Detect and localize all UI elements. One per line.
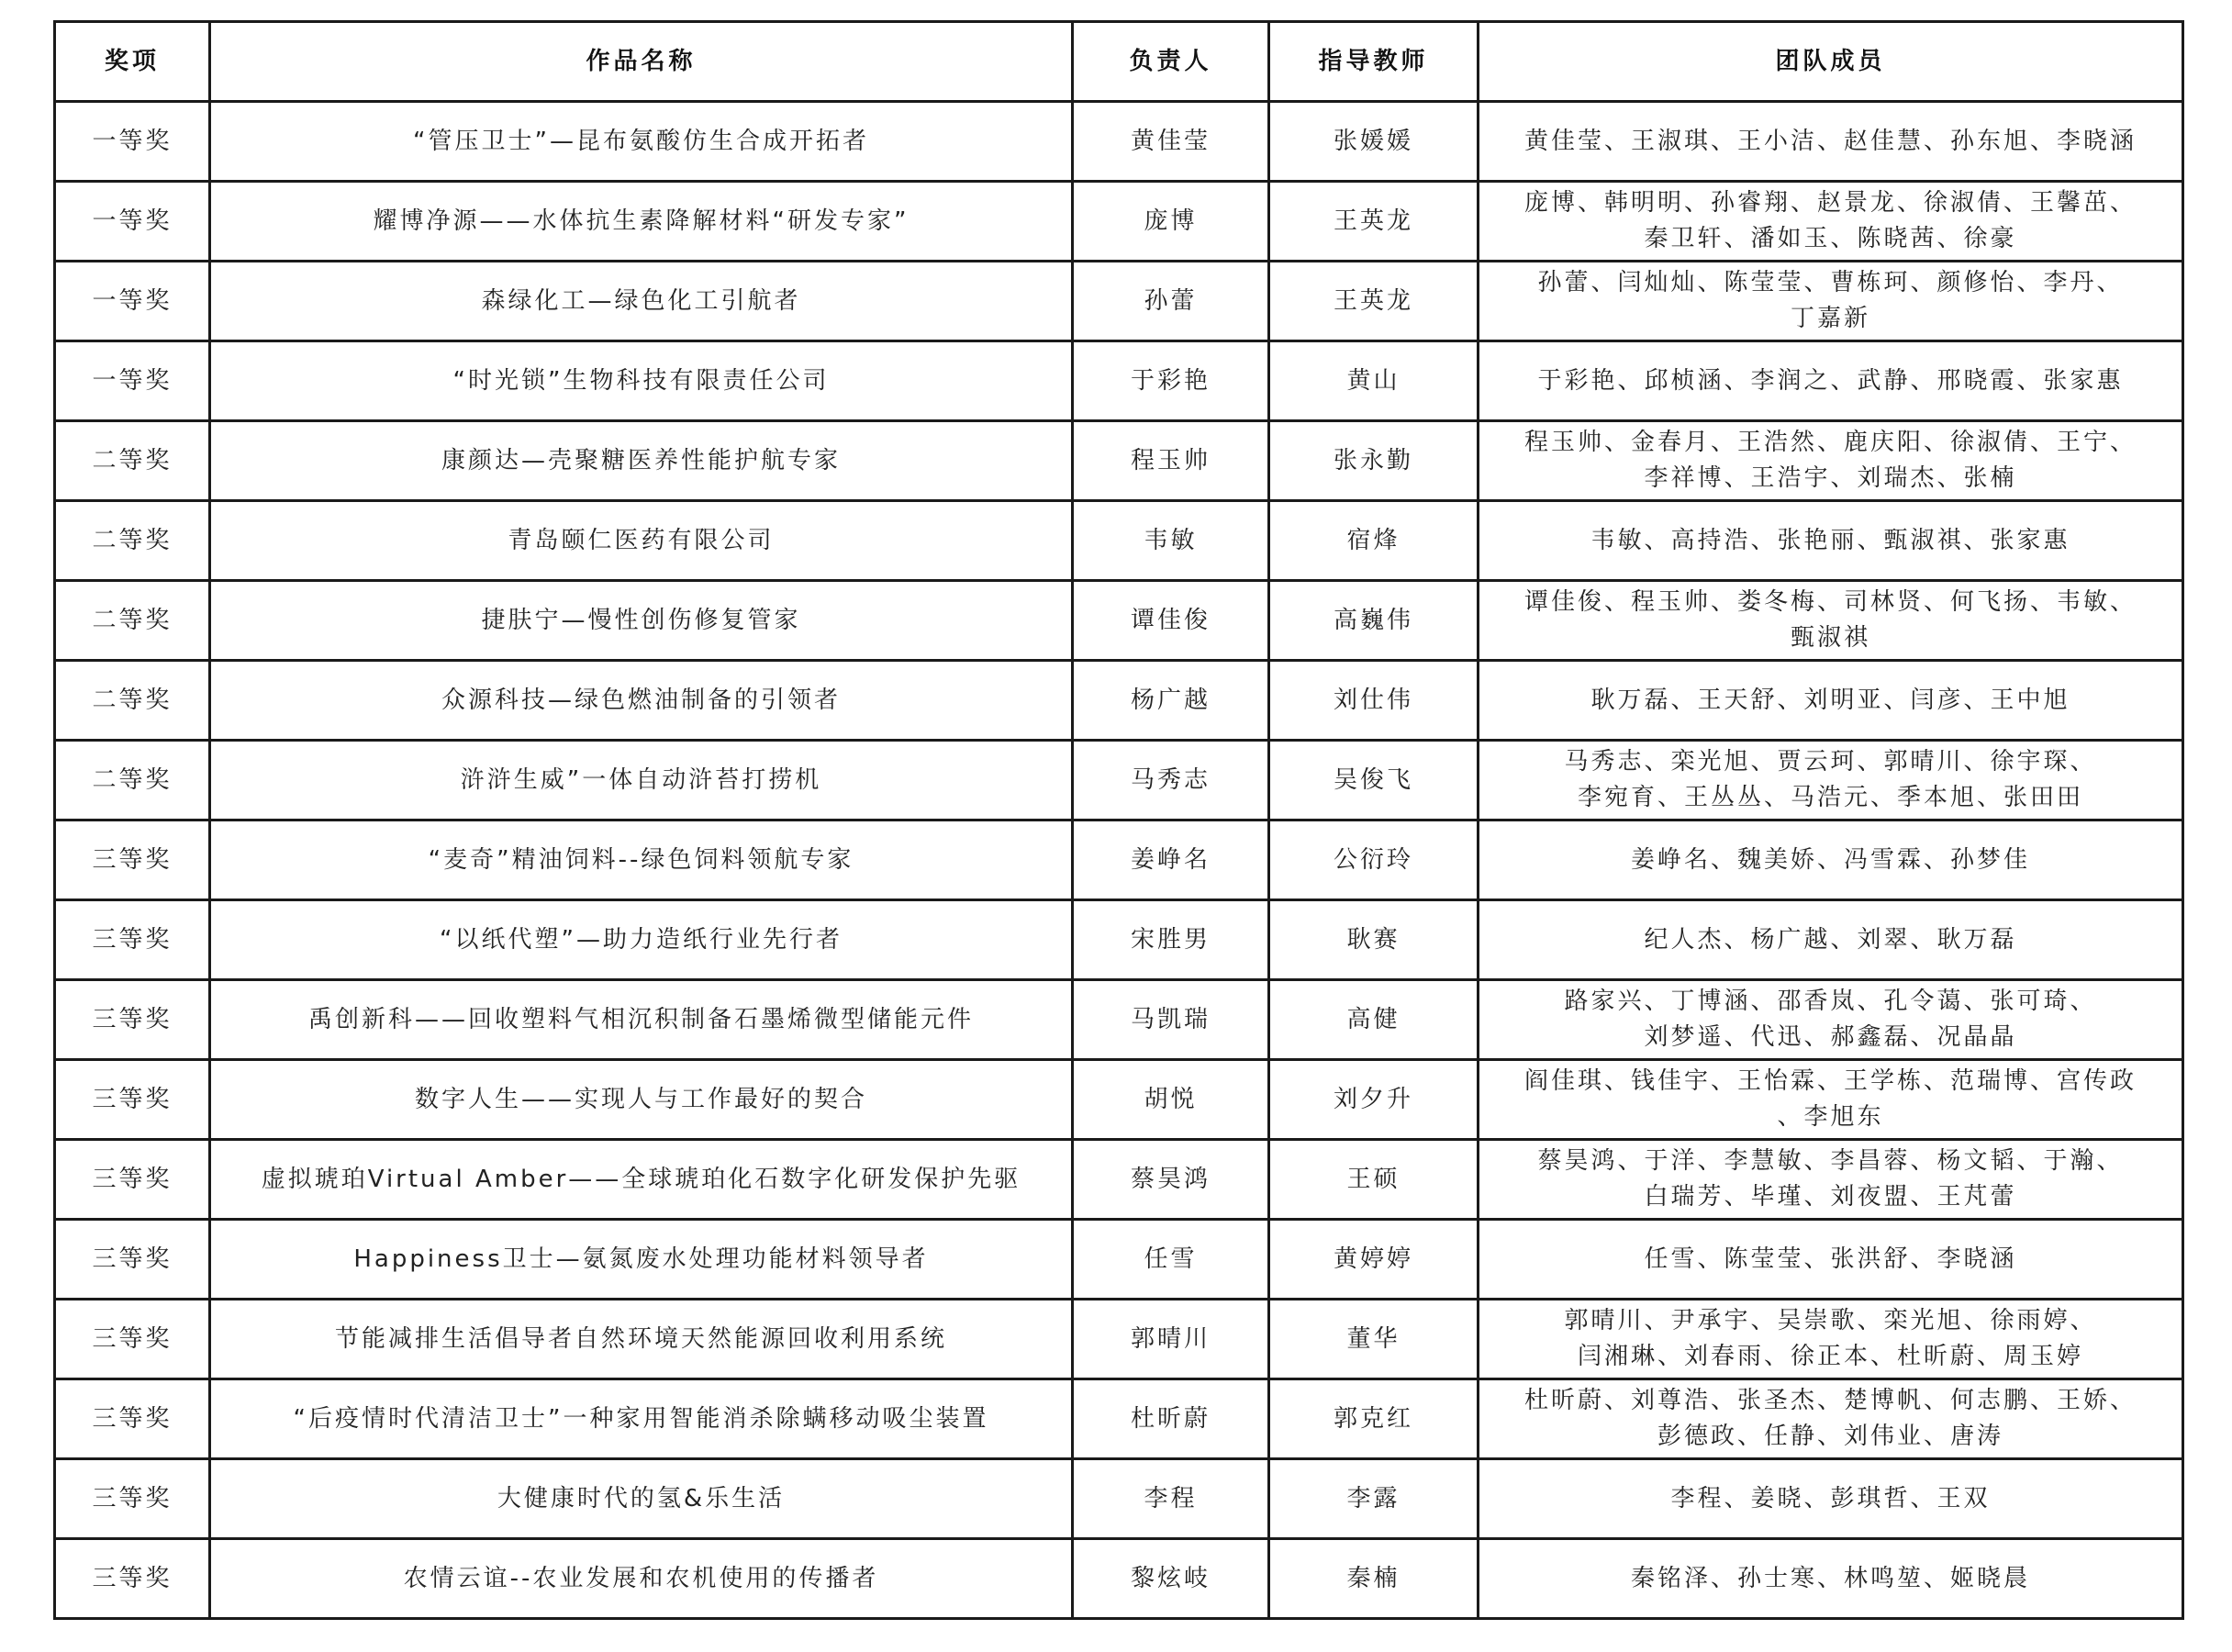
team-members-cell xyxy=(1479,741,2183,820)
team-members-cell xyxy=(1479,1060,2183,1140)
team-members-cell xyxy=(1479,1300,2183,1379)
advisor-cell: 吴俊飞 xyxy=(1269,741,1479,820)
team-members-cell xyxy=(1479,1220,2183,1300)
advisor-cell: 黄山 xyxy=(1269,341,1479,421)
work-title-cell: 森绿化工—绿色化工引航者 xyxy=(210,262,1073,341)
team-members-line: 秦铭泽、孙士寒、林鸣堃、姬晓晨 xyxy=(1630,1564,2030,1592)
team-members-line: 、李旭东 xyxy=(1777,1103,1884,1131)
award-cell: 三等奖 xyxy=(55,1220,210,1300)
team-members-cell xyxy=(1479,1379,2183,1459)
award-cell: 一等奖 xyxy=(55,341,210,421)
team-members-line: 谭佳俊、程玉帅、娄冬梅、司林贤、何飞扬、韦敏、 xyxy=(1523,588,2137,616)
header-award: 奖项 xyxy=(55,22,210,102)
advisor-cell: 高巍伟 xyxy=(1269,581,1479,661)
table-body xyxy=(55,102,2183,1619)
table-row xyxy=(55,1300,2183,1379)
table-row xyxy=(55,1379,2183,1459)
team-members-line: 蔡昊鸿、于洋、李慧敏、李昌蓉、杨文韬、于瀚、 xyxy=(1537,1147,2124,1175)
team-members-cell xyxy=(1479,900,2183,980)
team-members-line: 彭德政、任静、刘伟业、唐涛 xyxy=(1657,1423,2003,1450)
header-leader: 负责人 xyxy=(1073,22,1269,102)
team-members-line: 李宛育、王丛丛、马浩元、季本旭、张田田 xyxy=(1577,784,2083,811)
team-members-line: 秦卫轩、潘如玉、陈晓茜、徐豪 xyxy=(1644,225,2017,252)
team-members-cell xyxy=(1479,1539,2183,1619)
advisor-cell: 王硕 xyxy=(1269,1140,1479,1220)
team-members-line: 任雪、陈莹莹、张洪舒、李晓涵 xyxy=(1644,1245,2017,1273)
team-members-line: 于彩艳、邱桢涵、李润之、武静、邢晓霞、张家惠 xyxy=(1537,366,2124,395)
award-cell: 三等奖 xyxy=(55,1379,210,1459)
advisor-cell: 张永勤 xyxy=(1269,421,1479,501)
header-team-members: 团队成员 xyxy=(1479,22,2183,102)
team-members-cell xyxy=(1479,102,2183,182)
team-members-cell xyxy=(1479,980,2183,1060)
award-cell: 二等奖 xyxy=(55,661,210,741)
work-title-cell: 康颜达—壳聚糖医养性能护航专家 xyxy=(210,421,1073,501)
table-row xyxy=(55,900,2183,980)
advisor-cell: 耿赛 xyxy=(1269,900,1479,980)
award-cell: 二等奖 xyxy=(55,421,210,501)
table-row xyxy=(55,341,2183,421)
team-members-line: 李程、姜晓、彭琪哲、王双 xyxy=(1670,1484,1991,1512)
table-row xyxy=(55,501,2183,581)
team-members-cell xyxy=(1479,501,2183,581)
leader-cell: 庞博 xyxy=(1073,182,1269,262)
advisor-cell: 秦楠 xyxy=(1269,1539,1479,1619)
award-cell: 三等奖 xyxy=(55,1140,210,1220)
work-title-cell: 浒浒生威”一体自动浒苔打捞机 xyxy=(210,741,1073,820)
team-members-line: 闫湘琳、刘春雨、徐正本、杜昕蔚、周玉婷 xyxy=(1577,1343,2083,1370)
work-title-cell: 节能减排生活倡导者自然环境天然能源回收利用系统 xyxy=(210,1300,1073,1379)
leader-cell: 郭晴川 xyxy=(1073,1300,1269,1379)
table-row xyxy=(55,741,2183,820)
work-title-cell: “后疫情时代清洁卫士”一种家用智能消杀除螨移动吸尘装置 xyxy=(210,1379,1073,1459)
table-row xyxy=(55,1060,2183,1140)
work-title-cell: 青岛颐仁医药有限公司 xyxy=(210,501,1073,581)
award-cell: 一等奖 xyxy=(55,182,210,262)
team-members-line: 路家兴、丁博涵、邵香岚、孔令蔼、张可琦、 xyxy=(1564,988,2097,1015)
advisor-cell: 郭克红 xyxy=(1269,1379,1479,1459)
team-members-cell xyxy=(1479,1140,2183,1220)
work-title-cell: 捷肤宁—慢性创伤修复管家 xyxy=(210,581,1073,661)
team-members-cell xyxy=(1479,820,2183,900)
leader-cell: 胡悦 xyxy=(1073,1060,1269,1140)
header-advisor: 指导教师 xyxy=(1269,22,1479,102)
team-members-line: 黄佳莹、王淑琪、王小洁、赵佳慧、孙东旭、李晓涵 xyxy=(1523,127,2137,155)
leader-cell: 于彩艳 xyxy=(1073,341,1269,421)
table-row xyxy=(55,661,2183,741)
advisor-cell: 宿烽 xyxy=(1269,501,1479,581)
table-row xyxy=(55,182,2183,262)
leader-cell: 韦敏 xyxy=(1073,501,1269,581)
leader-cell: 黎炫岐 xyxy=(1073,1539,1269,1619)
table-row xyxy=(55,1140,2183,1220)
header-row xyxy=(55,22,2183,102)
leader-cell: 杜昕蔚 xyxy=(1073,1379,1269,1459)
table-row xyxy=(55,421,2183,501)
team-members-line: 孙蕾、闫灿灿、陈莹莹、曹栋珂、颜修怡、李丹、 xyxy=(1537,269,2124,296)
work-title-cell: 大健康时代的氢&乐生活 xyxy=(210,1459,1073,1539)
team-members-line: 刘梦遥、代迅、郝鑫磊、况晶晶 xyxy=(1644,1023,2017,1051)
header-work-title: 作品名称 xyxy=(210,22,1073,102)
team-members-line: 耿万磊、王天舒、刘明亚、闫彦、王中旭 xyxy=(1590,686,2070,714)
advisor-cell: 黄婷婷 xyxy=(1269,1220,1479,1300)
award-cell: 三等奖 xyxy=(55,1459,210,1539)
award-cell: 三等奖 xyxy=(55,900,210,980)
work-title-cell: “麦奇”精油饲料--绿色饲料领航专家 xyxy=(210,820,1073,900)
team-members-line: 郭晴川、尹承宇、吴崇歌、栾光旭、徐雨婷、 xyxy=(1564,1307,2097,1334)
team-members-cell xyxy=(1479,182,2183,262)
work-title-cell: Happiness卫士—氨氮废水处理功能材料领导者 xyxy=(210,1220,1073,1300)
table-row xyxy=(55,1220,2183,1300)
team-members-line: 白瑞芳、毕瑾、刘夜盟、王芃蕾 xyxy=(1644,1183,2017,1211)
table-row xyxy=(55,1539,2183,1619)
work-title-cell: “时光锁”生物科技有限责任公司 xyxy=(210,341,1073,421)
work-title-cell: 禹创新科——回收塑料气相沉积制备石墨烯微型储能元件 xyxy=(210,980,1073,1060)
work-title-cell: “以纸代塑”—助力造纸行业先行者 xyxy=(210,900,1073,980)
award-cell: 一等奖 xyxy=(55,262,210,341)
leader-cell: 杨广越 xyxy=(1073,661,1269,741)
leader-cell: 李程 xyxy=(1073,1459,1269,1539)
leader-cell: 任雪 xyxy=(1073,1220,1269,1300)
leader-cell: 宋胜男 xyxy=(1073,900,1269,980)
advisor-cell: 刘仕伟 xyxy=(1269,661,1479,741)
leader-cell: 蔡昊鸿 xyxy=(1073,1140,1269,1220)
advisor-cell: 王英龙 xyxy=(1269,182,1479,262)
team-members-line: 庞博、韩明明、孙睿翔、赵景龙、徐淑倩、王馨茁、 xyxy=(1523,189,2137,217)
team-members-line: 程玉帅、金春月、王浩然、鹿庆阳、徐淑倩、王宁、 xyxy=(1523,429,2137,456)
award-cell: 三等奖 xyxy=(55,820,210,900)
leader-cell: 马凯瑞 xyxy=(1073,980,1269,1060)
team-members-line: 纪人杰、杨广越、刘翠、耿万磊 xyxy=(1644,925,2017,954)
advisor-cell: 公衍玲 xyxy=(1269,820,1479,900)
leader-cell: 马秀志 xyxy=(1073,741,1269,820)
award-cell: 三等奖 xyxy=(55,1539,210,1619)
work-title-cell: 虚拟琥珀Virtual Amber——全球琥珀化石数字化研发保护先驱 xyxy=(210,1140,1073,1220)
team-members-line: 姜峥名、魏美娇、冯雪霖、孙梦佳 xyxy=(1630,845,2030,874)
table-row xyxy=(55,820,2183,900)
work-title-cell: “管压卫士”—昆布氨酸仿生合成开拓者 xyxy=(210,102,1073,182)
table-header xyxy=(55,22,2183,102)
team-members-line: 韦敏、高持浩、张艳丽、甄淑祺、张家惠 xyxy=(1590,526,2070,554)
award-cell: 一等奖 xyxy=(55,102,210,182)
team-members-line: 丁嘉新 xyxy=(1790,305,1870,332)
table-row xyxy=(55,581,2183,661)
advisor-cell: 高健 xyxy=(1269,980,1479,1060)
team-members-cell xyxy=(1479,421,2183,501)
team-members-cell xyxy=(1479,1459,2183,1539)
team-members-line: 李祥博、王浩宇、刘瑞杰、张楠 xyxy=(1644,464,2017,492)
work-title-cell: 众源科技—绿色燃油制备的引领者 xyxy=(210,661,1073,741)
work-title-cell: 耀博净源——水体抗生素降解材料“研发专家” xyxy=(210,182,1073,262)
leader-cell: 姜峥名 xyxy=(1073,820,1269,900)
table-row xyxy=(55,1459,2183,1539)
table-row xyxy=(55,102,2183,182)
team-members-line: 马秀志、栾光旭、贾云珂、郭晴川、徐宇琛、 xyxy=(1564,748,2097,776)
award-cell: 二等奖 xyxy=(55,501,210,581)
team-members-line: 杜昕蔚、刘尊浩、张圣杰、楚博帆、何志鹏、王娇、 xyxy=(1523,1387,2137,1414)
table-row xyxy=(55,980,2183,1060)
award-cell: 二等奖 xyxy=(55,581,210,661)
award-cell: 二等奖 xyxy=(55,741,210,820)
team-members-cell xyxy=(1479,581,2183,661)
award-cell: 三等奖 xyxy=(55,980,210,1060)
leader-cell: 孙蕾 xyxy=(1073,262,1269,341)
advisor-cell: 张媛媛 xyxy=(1269,102,1479,182)
award-cell: 三等奖 xyxy=(55,1300,210,1379)
team-members-cell xyxy=(1479,262,2183,341)
team-members-cell xyxy=(1479,661,2183,741)
table-row xyxy=(55,262,2183,341)
leader-cell: 谭佳俊 xyxy=(1073,581,1269,661)
advisor-cell: 刘夕升 xyxy=(1269,1060,1479,1140)
awards-sheet xyxy=(53,20,2182,1620)
team-members-cell xyxy=(1479,341,2183,421)
advisor-cell: 王英龙 xyxy=(1269,262,1479,341)
team-members-line: 阎佳琪、钱佳宇、王怡霖、王学栋、范瑞博、宫传政 xyxy=(1523,1067,2137,1095)
leader-cell: 黄佳莹 xyxy=(1073,102,1269,182)
awards-table xyxy=(53,20,2184,1620)
work-title-cell: 数字人生——实现人与工作最好的契合 xyxy=(210,1060,1073,1140)
work-title-cell: 农情云谊--农业发展和农机使用的传播者 xyxy=(210,1539,1073,1619)
team-members-line: 甄淑祺 xyxy=(1790,624,1870,652)
award-cell: 三等奖 xyxy=(55,1060,210,1140)
advisor-cell: 董华 xyxy=(1269,1300,1479,1379)
leader-cell: 程玉帅 xyxy=(1073,421,1269,501)
advisor-cell: 李露 xyxy=(1269,1459,1479,1539)
